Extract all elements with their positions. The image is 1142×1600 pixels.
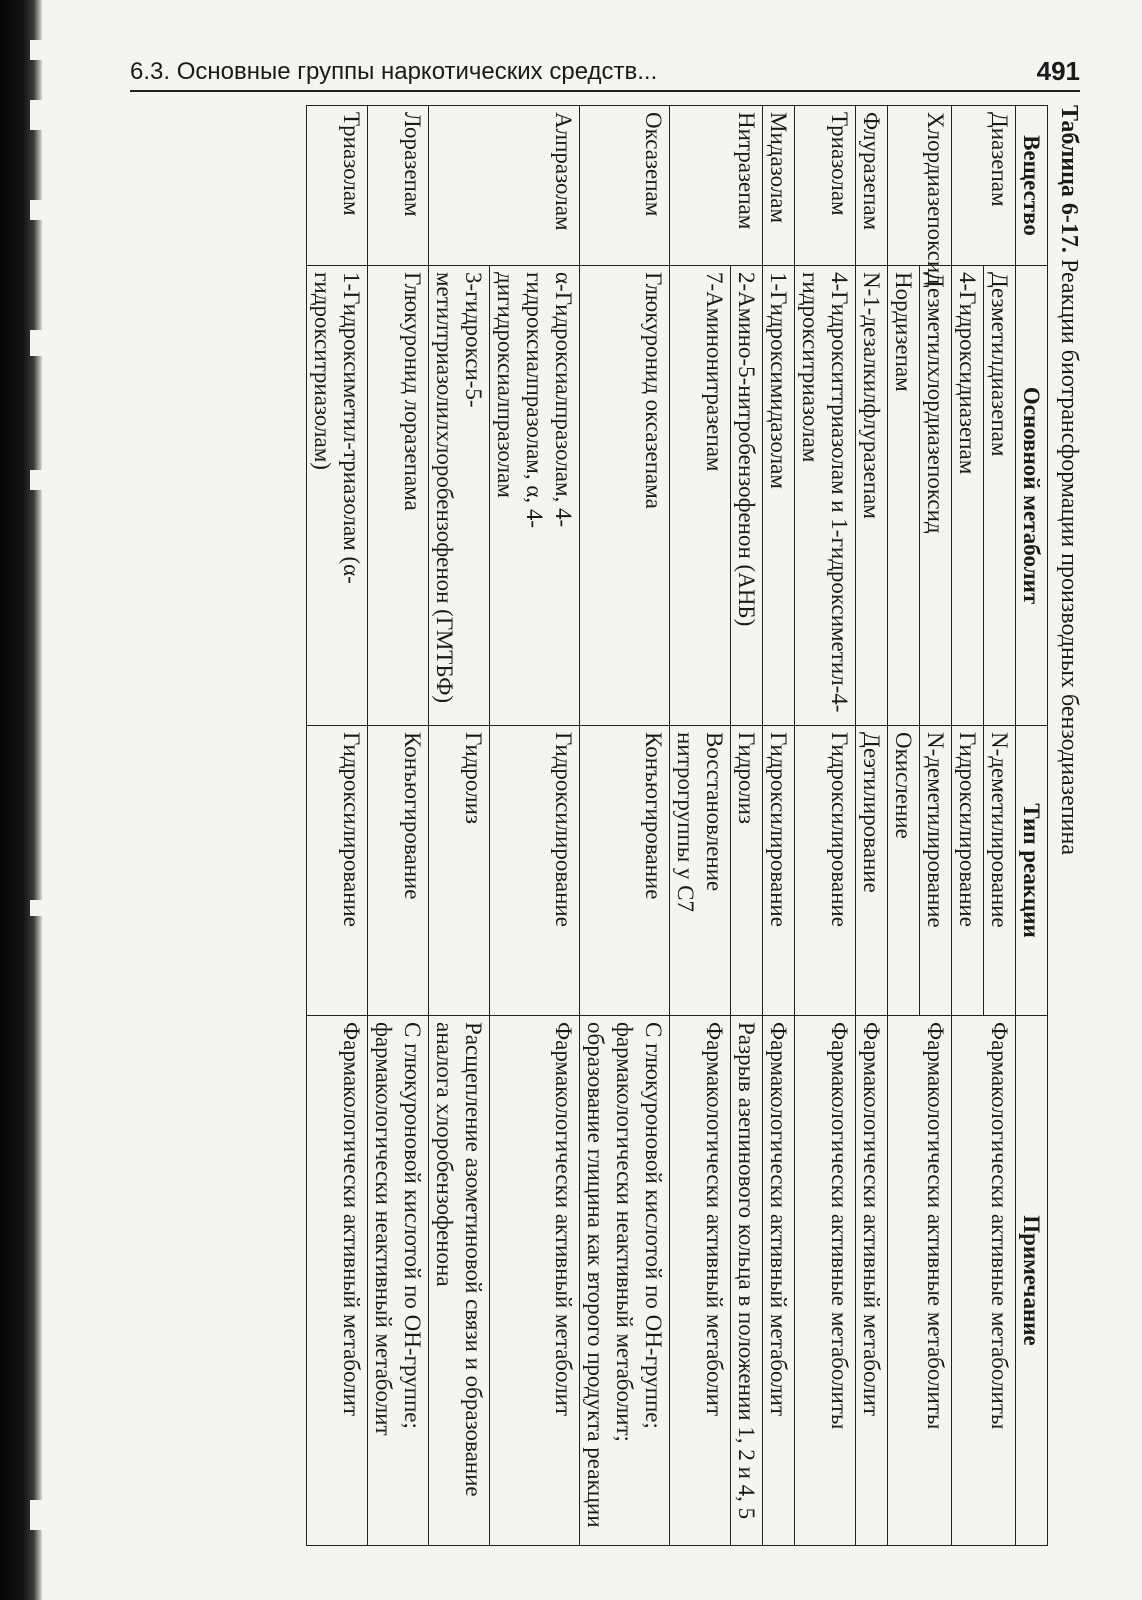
metabolite-cell: Нордизепам <box>888 266 920 726</box>
metabolite-cell: Глюкуронид оксазепама <box>580 266 670 726</box>
reaction-cell: Гидроксилирование <box>795 726 856 1016</box>
running-head <box>130 56 1080 92</box>
column-header: Вещество <box>1016 106 1048 266</box>
running-title: 6.3. Основные группы наркотических средств... <box>130 58 658 85</box>
reaction-cell: Гидроксилирование <box>307 726 368 1016</box>
table-row <box>763 106 795 1546</box>
substance-cell: Триазолам <box>307 106 368 266</box>
table-row <box>429 106 490 1546</box>
reaction-cell: Гидролиз <box>429 726 490 1016</box>
note-cell: Расщепление азометиновой связи и образование аналога хлоробензофенона <box>429 1016 490 1546</box>
metabolite-cell: Дезметилхлордиазепоксид <box>920 266 952 726</box>
note-cell: Фармакологически активный метаболит <box>490 1016 580 1546</box>
substance-cell: Оксазепам <box>580 106 670 266</box>
reaction-cell: Окисление <box>888 726 920 1016</box>
reaction-cell: N-деметилирование <box>920 726 952 1016</box>
substance-cell: Диазепам <box>952 106 1016 266</box>
substance-cell: Хлордиазепоксид <box>888 106 952 266</box>
note-cell: С глюкуроновой кислотой по ОН-группе; фармакологически неактивный метаболит <box>368 1016 429 1546</box>
reaction-cell: Конъюгирование <box>368 726 429 1016</box>
table-caption <box>1048 105 1088 1545</box>
metabolite-cell: N-1-дезалкилфлуразепам <box>856 266 888 726</box>
metabolite-cell: 1-Гидроксиметил-триазолам (α-гидрокситриазолам) <box>307 266 368 726</box>
note-cell: Разрыв азепинового кольца в положении 1, 2 и 4, 5 <box>731 1016 763 1546</box>
book-binding-shadow <box>0 0 42 1600</box>
metabolite-cell: α-Гидроксиалпразолам, 4-гидроксиалпразолам, α, 4- дигидроксиалпразолам <box>490 266 580 726</box>
reaction-cell: Деэтилирование <box>856 726 888 1016</box>
note-cell: Фармакологически активный метаболит <box>307 1016 368 1546</box>
note-cell: Фармакологически активные метаболиты <box>952 1016 1016 1546</box>
table-row <box>580 106 670 1546</box>
biotransformation-table <box>306 105 1048 1546</box>
column-header: Примечание <box>1016 1016 1048 1546</box>
metabolite-cell: 1-Гидроксимидазолам <box>763 266 795 726</box>
table-row <box>368 106 429 1546</box>
substance-cell: Лоразепам <box>368 106 429 266</box>
table-row <box>731 106 763 1546</box>
page-number: 491 <box>1036 56 1080 86</box>
table-row <box>490 106 580 1546</box>
reaction-cell: Гидроксилирование <box>763 726 795 1016</box>
reaction-cell: Гидролиз <box>731 726 763 1016</box>
substance-cell: Триазолам <box>795 106 856 266</box>
table-row <box>307 106 368 1546</box>
table-row <box>984 106 1016 1546</box>
table-header-row <box>1016 106 1048 1546</box>
reaction-cell: N-деметилирование <box>984 726 1016 1016</box>
table-caption-label: Таблица 6-17. <box>1056 105 1082 253</box>
note-cell: Фармакологически активный метаболит <box>763 1016 795 1546</box>
substance-cell: Нитразепам <box>670 106 763 266</box>
table-row <box>856 106 888 1546</box>
reaction-cell: Конъюгирование <box>580 726 670 1016</box>
note-cell: Фармакологически активный метаболит <box>670 1016 731 1546</box>
note-cell: Фармакологически активные метаболиты <box>795 1016 856 1546</box>
column-header: Основной метаболит <box>1016 266 1048 726</box>
metabolite-cell: 7-Аминонитразепам <box>670 266 731 726</box>
table-caption-text: Реакции биотрансформации производных бензодиазепина <box>1056 258 1082 855</box>
reaction-cell: Гидроксилирование <box>952 726 984 1016</box>
note-cell: Фармакологически активный метаболит <box>856 1016 888 1546</box>
substance-cell: Флуразепам <box>856 106 888 266</box>
metabolite-cell: 3-гидрокси-5-метилтриазолилхлоробензофенон (ГМТБФ) <box>429 266 490 726</box>
reaction-cell: Восстановление нитрогруппы у С7 <box>670 726 731 1016</box>
table-row <box>795 106 856 1546</box>
metabolite-cell: 4-Гидроксидиазепам <box>952 266 984 726</box>
metabolite-cell: Дезметилдиазепам <box>984 266 1016 726</box>
note-cell: Фармакологически активные метаболиты <box>888 1016 952 1546</box>
note-cell: С глюкуроновой кислотой по ОН-группе; фармакологически неактивный метаболит; образование глицина как второго продукта реакции <box>580 1016 670 1546</box>
substance-cell: Мидазолам <box>763 106 795 266</box>
substance-cell: Алпразолам <box>429 106 580 266</box>
table-row <box>920 106 952 1546</box>
reaction-cell: Гидроксилирование <box>490 726 580 1016</box>
table-row <box>670 106 731 1546</box>
metabolite-cell: Глюкуронид лоразепама <box>368 266 429 726</box>
table-container <box>138 105 1088 1545</box>
metabolite-cell: 4-Гидрокситтриазолам и 1-гидроксиметил-4-гидрокситриазолам <box>795 266 856 726</box>
column-header: Тип реакции <box>1016 726 1048 1016</box>
metabolite-cell: 2-Амино-5-нитробензофенон (АНБ) <box>731 266 763 726</box>
